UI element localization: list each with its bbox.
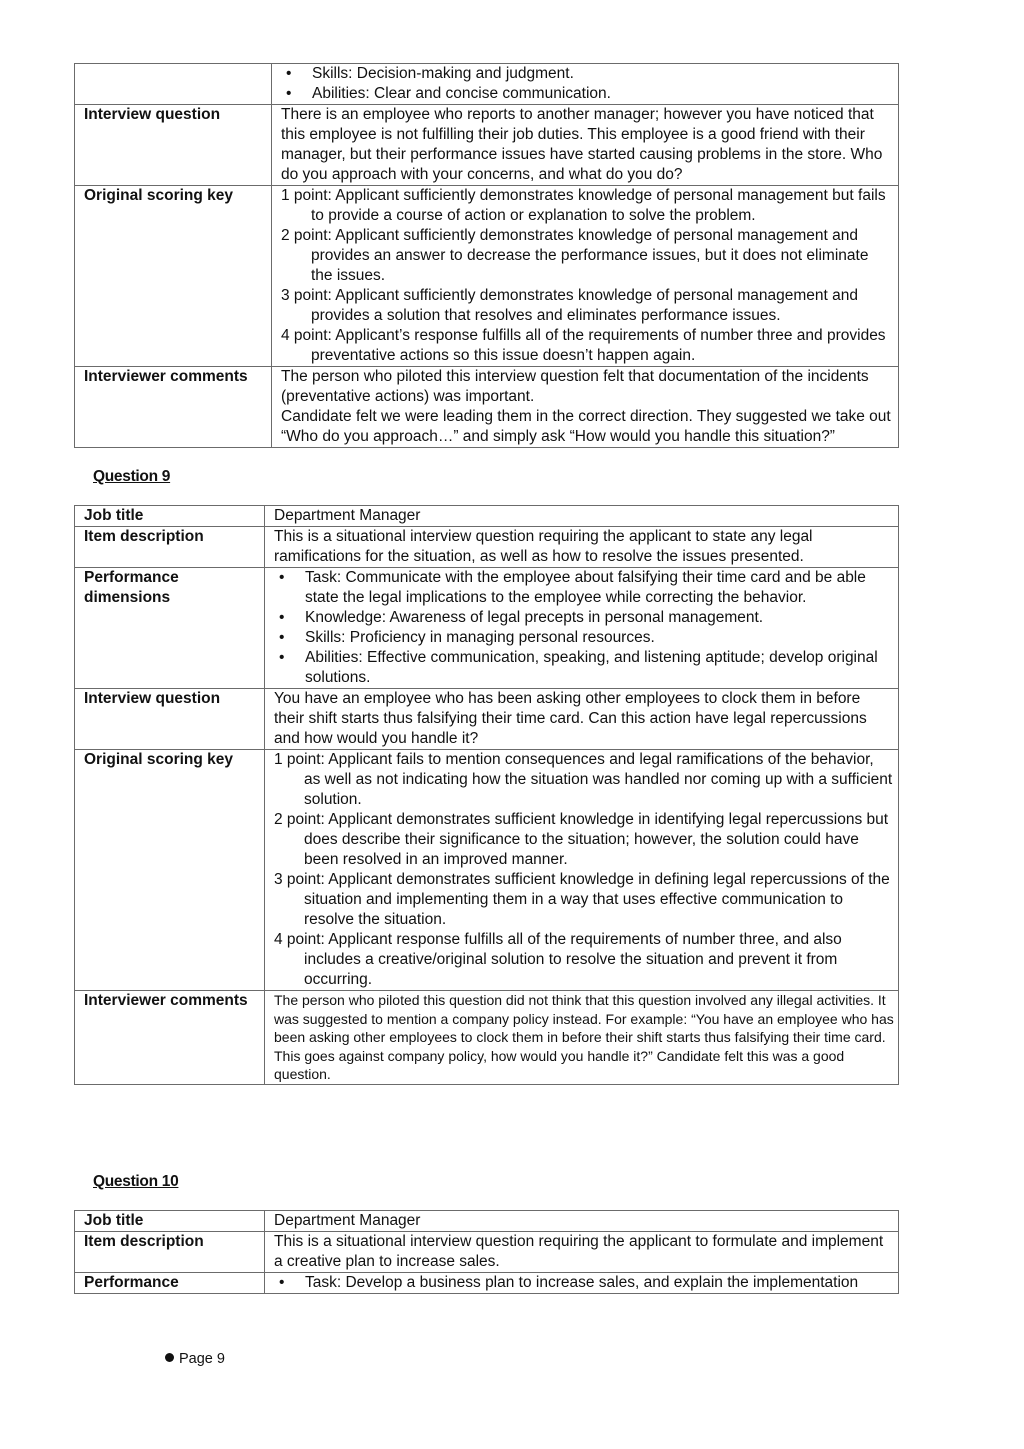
row-label: Job title bbox=[75, 506, 265, 527]
dimensions-cell bbox=[272, 64, 899, 105]
table-row bbox=[75, 186, 899, 367]
scoring-point: 4 point: Applicant’s response fulfills all of the requirements of number three and provides preventative actions so this issue doesn’t happen again. bbox=[281, 327, 886, 364]
bullet-dot-icon bbox=[165, 1353, 174, 1362]
bullet-list bbox=[281, 64, 894, 104]
comments-text: The person who piloted this question did not think that this question involved any illegal activities. It was suggested to mention a company policy instead. For example: “You have an employee who has been asking other employees to clock them in before their shift starts thus falsifying their time card. This goes against company policy, how would you handle it?” Candidate felt this was a good question. bbox=[265, 991, 899, 1085]
row-label: Interview question bbox=[75, 105, 272, 186]
table-row bbox=[75, 689, 899, 750]
table-row bbox=[75, 64, 899, 105]
row-label: Original scoring key bbox=[75, 186, 272, 367]
bullet-item: • Task: Develop a business plan to increase sales, and explain the implementation bbox=[274, 1273, 894, 1293]
item-description-value: This is a situational interview question requiring the applicant to state any legal ramifications for the situation, as well as how to resolve the issues presented. bbox=[265, 527, 899, 568]
bullet-list bbox=[274, 1273, 894, 1293]
scoring-point: 1 point: Applicant fails to mention consequences and legal ramifications of the behavior, as well as not indicating how the situation was handled nor coming up with a sufficient solution. bbox=[274, 751, 893, 808]
table-row bbox=[75, 568, 899, 689]
table-row bbox=[75, 1232, 899, 1273]
question10-heading: Question 10 bbox=[93, 1173, 179, 1190]
row-label: Job title bbox=[75, 1211, 265, 1232]
bullet-item: • Abilities: Clear and concise communication. bbox=[281, 84, 894, 104]
scoring-point: 3 point: Applicant sufficiently demonstrates knowledge of personal management and provides a solution that resolves and eliminates performance issues. bbox=[281, 287, 859, 324]
bullet-item: • Abilities: Effective communication, speaking, and listening aptitude; develop original solutions. bbox=[274, 648, 894, 688]
row-label: Item description bbox=[75, 527, 265, 568]
table-row bbox=[75, 991, 899, 1085]
scoring-point: 3 point: Applicant demonstrates sufficient knowledge in defining legal repercussions of the situation and implementing them in a way that uses effective communication to resolve the situation. bbox=[274, 871, 890, 928]
bullet-list bbox=[274, 568, 894, 688]
bullet-item: • Skills: Proficiency in managing personal resources. bbox=[274, 628, 894, 648]
row-label: Interviewer comments bbox=[75, 991, 265, 1085]
item-description-value: This is a situational interview question requiring the applicant to formulate and implement a creative plan to increase sales. bbox=[265, 1232, 899, 1273]
question9-heading: Question 9 bbox=[93, 468, 171, 485]
job-title-value: Department Manager bbox=[265, 506, 899, 527]
job-title-value: Department Manager bbox=[265, 1211, 899, 1232]
page-footer bbox=[165, 1349, 225, 1369]
dimensions-cell bbox=[265, 568, 899, 689]
comments-cell bbox=[272, 367, 899, 448]
table-row bbox=[75, 105, 899, 186]
table-row bbox=[75, 527, 899, 568]
row-label: Item description bbox=[75, 1232, 265, 1273]
bullet-item: • Knowledge: Awareness of legal precepts in personal management. bbox=[274, 608, 894, 628]
table-row bbox=[75, 1211, 899, 1232]
question9-table bbox=[74, 505, 899, 1085]
bullet-item: • Skills: Decision-making and judgment. bbox=[281, 64, 894, 84]
row-label: Performance bbox=[75, 1273, 265, 1294]
row-label: Original scoring key bbox=[75, 750, 265, 991]
scoring-point: 4 point: Applicant response fulfills all of the requirements of number three, and also includes a creative/original solution to resolve the situation and prevent it from occurring. bbox=[274, 931, 842, 988]
table-row bbox=[75, 367, 899, 448]
question10-table bbox=[74, 1210, 899, 1294]
scoring-key-cell bbox=[265, 750, 899, 991]
table-row bbox=[75, 506, 899, 527]
scoring-point: 2 point: Applicant sufficiently demonstrates knowledge of personal management and provides an answer to decrease the performance issues, but it does not eliminate the issues. bbox=[281, 227, 869, 284]
bullet-item: • Task: Communicate with the employee about falsifying their time card and be able state the legal implications to the employee while correcting the behavior. bbox=[274, 568, 894, 608]
row-label: Interview question bbox=[75, 689, 265, 750]
interview-question-text: You have an employee who has been asking other employees to clock them in before their shift starts thus falsifying their time card. Can this action have legal repercussions and how would you handle it? bbox=[265, 689, 899, 750]
dimensions-cell bbox=[265, 1273, 899, 1294]
table-row bbox=[75, 750, 899, 991]
table-row bbox=[75, 1273, 899, 1294]
interview-question-text: There is an employee who reports to another manager; however you have noticed that this employee is not fulfilling their job duties. This employee is a good friend with their manager, but their performance issues have started causing problems in the store. Who do you approach with your concerns, and what do you do? bbox=[272, 105, 899, 186]
row-label: Performance dimensions bbox=[75, 568, 265, 689]
row-label: Interviewer comments bbox=[75, 367, 272, 448]
comment-line: Candidate felt we were leading them in the correct direction. They suggested we take out “Who do you approach…” and simply ask “How would you handle this situation?” bbox=[281, 408, 891, 445]
question8-table bbox=[74, 63, 899, 448]
scoring-key-cell bbox=[272, 186, 899, 367]
scoring-point: 1 point: Applicant sufficiently demonstrates knowledge of personal management but fails to provide a course of action or explanation to solve the problem. bbox=[281, 187, 886, 224]
page-number: Page 9 bbox=[179, 1351, 225, 1367]
scoring-point: 2 point: Applicant demonstrates sufficient knowledge in identifying legal repercussions but does describe their significance to the situation; however, the solution could have been resolved in an improved manner. bbox=[274, 811, 889, 868]
row-label-empty bbox=[75, 64, 272, 105]
comment-line: The person who piloted this interview question felt that documentation of the incidents (preventative actions) was important. bbox=[281, 368, 869, 405]
